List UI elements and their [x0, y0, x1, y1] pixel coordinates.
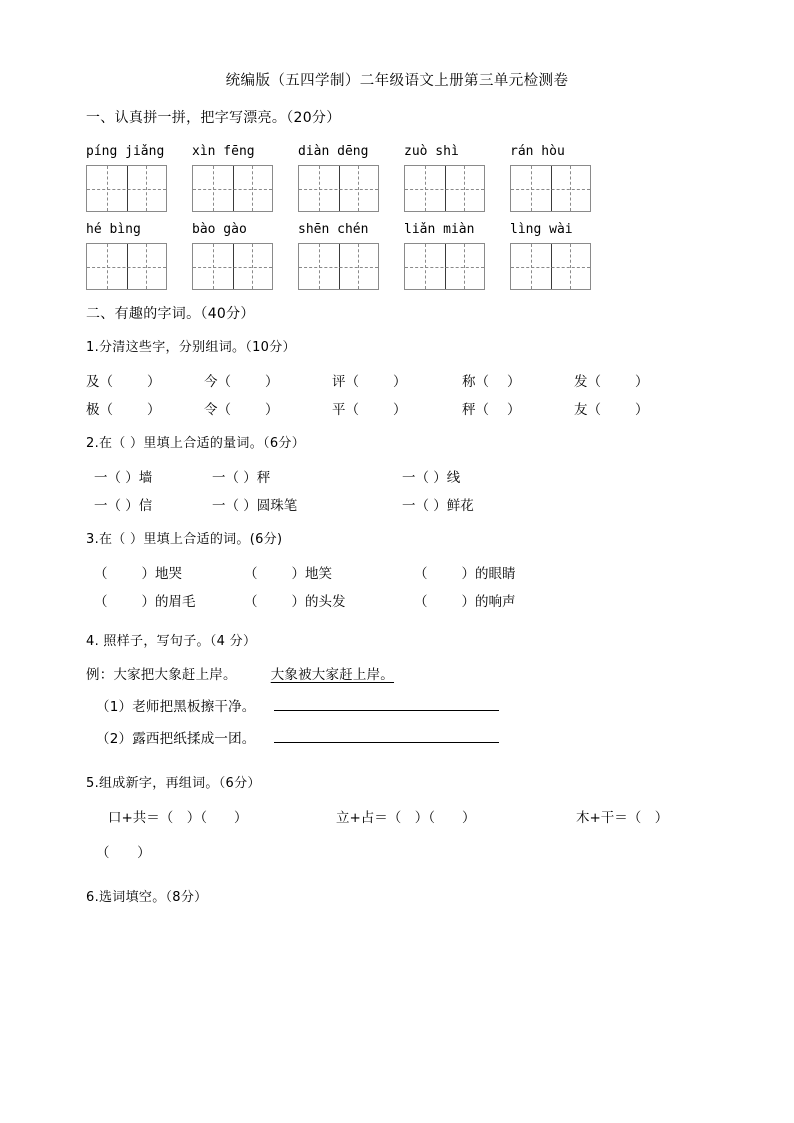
tianzige-row-2 [86, 243, 708, 290]
measure-word-item[interactable] [212, 492, 402, 520]
tianzige-box[interactable] [298, 165, 379, 212]
measure-prefix: 一（ ） [94, 498, 139, 514]
tianzige-row-1 [86, 165, 708, 212]
phrase-label: ）的眼睛 [461, 566, 516, 582]
paren-open: （ [244, 594, 258, 610]
question-2-2-heading: 2.在（ ）里填上合适的量词。（6分） [86, 436, 306, 451]
paren-close: ） [507, 374, 521, 390]
pinyin-writing-block [86, 142, 708, 290]
tianzige-slot[interactable] [192, 165, 298, 212]
paren-open: （ [244, 566, 258, 582]
noun-label: 圆珠笔 [256, 498, 298, 514]
tianzige-dashed-mid [87, 189, 166, 190]
question-2-4-heading: 4. 照样子，写句子。（4 分） [86, 634, 257, 649]
answer-blank[interactable] [274, 727, 499, 743]
tianzige-box[interactable] [86, 243, 167, 290]
tianzige-dashed-mid [511, 267, 590, 268]
tianzige-slot[interactable] [192, 243, 298, 290]
measure-word-item[interactable] [212, 464, 402, 492]
modifier-blank-item[interactable] [94, 560, 244, 588]
question-2-5-row-1 [86, 804, 708, 832]
measure-prefix: 一（ ） [402, 498, 447, 514]
tianzige-dashed-mid [193, 189, 272, 190]
question-2-4-example [86, 662, 708, 688]
measure-word-item[interactable] [94, 492, 212, 520]
paren-open: （ [414, 566, 428, 582]
question-2-6-heading: 6.选词填空。（8分） [86, 890, 208, 905]
char-label: 秤（ [462, 402, 489, 418]
modifier-blank-item[interactable] [414, 588, 516, 616]
question-2-3-row-2 [86, 588, 708, 616]
paren-open: （ [94, 566, 108, 582]
noun-label: 信 [138, 498, 153, 514]
paren-close: ） [147, 402, 161, 418]
modifier-blank-item[interactable] [244, 560, 414, 588]
noun-label: 线 [446, 470, 461, 486]
question-2-5-trailing-blank[interactable]: （ ） [96, 845, 151, 861]
measure-word-item[interactable] [402, 464, 460, 492]
question-2-1-row-2 [86, 396, 708, 424]
pinyin-label: bào gào [192, 222, 247, 237]
pinyin-label: zuò shì [404, 144, 459, 159]
question-2-4-item-1[interactable] [86, 694, 708, 720]
char-blank-item[interactable] [332, 396, 462, 424]
char-label: 评（ [332, 374, 359, 390]
paren-close: ） [635, 374, 649, 390]
char-blank-item[interactable] [86, 396, 204, 424]
sentence-prompt: （1）老师把黑板擦干净。 [96, 699, 256, 715]
tianzige-dashed-mid [193, 267, 272, 268]
question-2-2-row-2 [86, 492, 708, 520]
question-2-5-heading: 5.组成新字，再组词。（6分） [86, 776, 261, 791]
char-label: 称（ [462, 374, 489, 390]
char-blank-item[interactable] [574, 396, 649, 424]
paren-close: ） [635, 402, 649, 418]
tianzige-box[interactable] [192, 165, 273, 212]
pinyin-label: lìng wài [510, 222, 573, 237]
question-2-3-row-1 [86, 560, 708, 588]
paren-close: ） [507, 402, 521, 418]
phrase-label: ）地笑 [291, 566, 332, 582]
question-2-1-heading: 1.分清这些字，分别组词。（10分） [86, 340, 296, 355]
worksheet-body [86, 70, 708, 918]
pinyin-label: píng jiǎng [86, 144, 165, 159]
char-label: 极（ [86, 402, 113, 418]
example-prompt: 例：大家把大象赶上岸。 [86, 667, 237, 683]
phrase-label: ）的头发 [291, 594, 346, 610]
pinyin-label: hé bìng [86, 222, 141, 237]
question-2-4-item-2[interactable] [86, 726, 708, 752]
char-combine-item[interactable]: 口+共＝（ ）（ ） [108, 810, 248, 826]
paren-close: ） [393, 402, 407, 418]
tianzige-slot[interactable] [404, 243, 510, 290]
section-1-heading: 一、认真拼一拼，把字写漂亮。（20分） [86, 110, 341, 126]
char-label: 平（ [332, 402, 359, 418]
tianzige-slot[interactable] [404, 165, 510, 212]
answer-blank[interactable] [274, 695, 499, 711]
tianzige-slot[interactable] [86, 165, 192, 212]
example-answer: 大象被大家赶上岸。 [270, 667, 395, 683]
char-blank-item[interactable] [332, 368, 462, 396]
pinyin-label: xìn fēng [192, 144, 255, 159]
tianzige-box[interactable] [192, 243, 273, 290]
char-combine-item[interactable]: 木+干＝（ ） [576, 810, 669, 826]
char-blank-item[interactable] [86, 368, 204, 396]
tianzige-dashed-mid [405, 267, 484, 268]
tianzige-slot[interactable] [510, 243, 616, 290]
modifier-blank-item[interactable] [414, 560, 516, 588]
pinyin-row-1 [86, 142, 708, 162]
measure-prefix: 一（ ） [212, 498, 257, 514]
pinyin-row-2 [86, 220, 708, 240]
question-2-3-heading: 3.在（ ）里填上合适的词。(6分) [86, 532, 283, 547]
tianzige-dashed-mid [299, 267, 378, 268]
tianzige-box[interactable] [298, 243, 379, 290]
char-blank-item[interactable] [462, 368, 574, 396]
phrase-label: ）的眉毛 [141, 594, 196, 610]
tianzige-dashed-mid [511, 189, 590, 190]
sentence-prompt: （2）露西把纸揉成一团。 [96, 731, 256, 747]
paren-close: ） [265, 402, 279, 418]
tianzige-box[interactable] [404, 165, 485, 212]
char-label: 友（ [574, 402, 601, 418]
noun-label: 秤 [256, 470, 271, 486]
question-2-2-row-1 [86, 464, 708, 492]
char-blank-item[interactable] [204, 396, 332, 424]
tianzige-slot[interactable] [510, 165, 616, 212]
paren-close: ） [147, 374, 161, 390]
measure-prefix: 一（ ） [94, 470, 139, 486]
measure-word-item[interactable] [94, 464, 212, 492]
char-label: 令（ [204, 402, 231, 418]
paren-open: （ [414, 594, 428, 610]
char-label: 今（ [204, 374, 231, 390]
char-label: 及（ [86, 374, 113, 390]
tianzige-dashed-mid [299, 189, 378, 190]
char-blank-item[interactable] [204, 368, 332, 396]
pinyin-label: rán hòu [510, 144, 565, 159]
pinyin-label: diàn dēng [298, 144, 369, 159]
tianzige-slot[interactable] [86, 243, 192, 290]
section-2-heading: 二、有趣的字词。（40分） [86, 306, 255, 322]
measure-word-item[interactable] [402, 492, 474, 520]
char-combine-item[interactable]: 立+占＝（ ）（ ） [336, 810, 476, 826]
measure-prefix: 一（ ） [402, 470, 447, 486]
char-label: 发（ [574, 374, 601, 390]
tianzige-slot[interactable] [298, 165, 404, 212]
modifier-blank-item[interactable] [94, 588, 244, 616]
tianzige-box[interactable] [404, 243, 485, 290]
pinyin-label: liǎn miàn [404, 222, 475, 237]
modifier-blank-item[interactable] [244, 588, 414, 616]
phrase-label: ）的响声 [461, 594, 516, 610]
tianzige-dashed-mid [87, 267, 166, 268]
paren-open: （ [94, 594, 108, 610]
tianzige-box[interactable] [510, 243, 591, 290]
measure-prefix: 一（ ） [212, 470, 257, 486]
question-2-1-row-1 [86, 368, 708, 396]
char-blank-item[interactable] [574, 368, 649, 396]
tianzige-box[interactable] [86, 165, 167, 212]
tianzige-dashed-mid [405, 189, 484, 190]
tianzige-slot[interactable] [298, 243, 404, 290]
phrase-label: ）地哭 [141, 566, 182, 582]
noun-label: 墙 [138, 470, 153, 486]
page-title: 统编版（五四学制）二年级语文上册第三单元检测卷 [225, 73, 569, 89]
char-blank-item[interactable] [462, 396, 574, 424]
paren-close: ） [393, 374, 407, 390]
pinyin-label: shēn chén [298, 222, 369, 237]
tianzige-box[interactable] [510, 165, 591, 212]
noun-label: 鲜花 [446, 498, 474, 514]
paren-close: ） [265, 374, 279, 390]
